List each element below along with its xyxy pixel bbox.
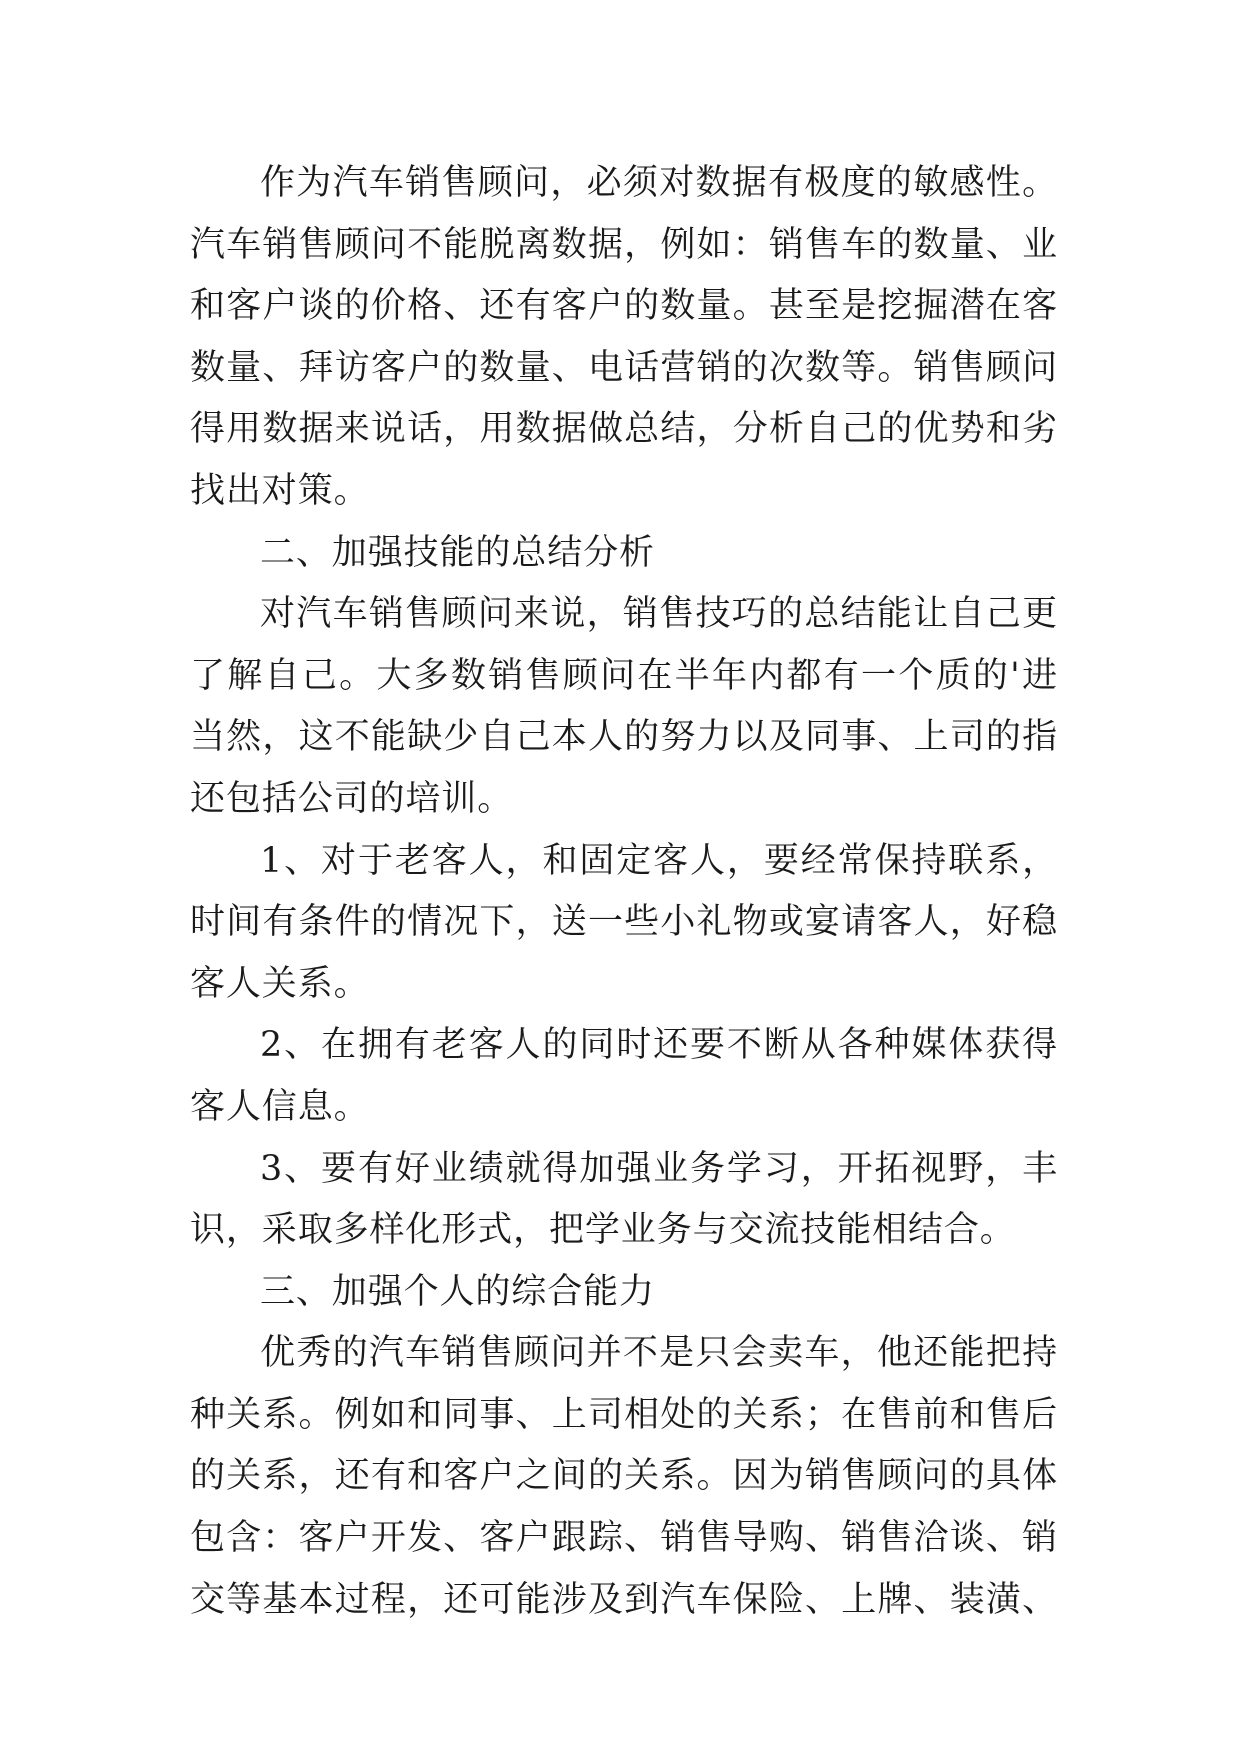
text-line: 的关系，还有和客户之间的关系。因为销售顾问的具体 (190, 1456, 1058, 1497)
text-line: 找出对策。 (190, 470, 370, 511)
text-line: 数量、拜访客户的数量、电话营销的次数等。销售顾问 (190, 347, 1058, 388)
list-item-line: 2、在拥有老客人的同时还要不断从各种媒体获得 (260, 1025, 1058, 1066)
text-line: 对汽车销售顾问来说，销售技巧的总结能让自己更 (260, 594, 1058, 635)
text-line: 了解自己。大多数销售顾问在半年内都有一个质的'进 (190, 655, 1058, 696)
text-line: 汽车销售顾问不能脱离数据，例如：销售车的数量、业 (190, 224, 1058, 265)
text-line: 优秀的汽车销售顾问并不是只会卖车，他还能把持 (260, 1333, 1058, 1374)
text-line: 时间有条件的情况下，送一些小礼物或宴请客人，好稳 (190, 902, 1058, 943)
text-line: 客人信息。 (190, 1086, 370, 1127)
text-line: 作为汽车销售顾问，必须对数据有极度的敏感性。 (260, 163, 1058, 203)
document-body (190, 153, 1058, 1631)
text-line: 客人关系。 (190, 963, 370, 1004)
text-line: 种关系。例如和同事、上司相处的关系；在售前和售后 (190, 1394, 1058, 1435)
text-line: 包含：客户开发、客户跟踪、销售导购、销售洽谈、销 (190, 1518, 1058, 1559)
text-line: 还包括公司的培训。 (190, 778, 514, 819)
text-line: 交等基本过程，还可能涉及到汽车保险、上牌、装潢、 (190, 1579, 1058, 1620)
text-line: 识，采取多样化形式，把学业务与交流技能相结合。 (190, 1210, 1016, 1251)
text-line: 得用数据来说话，用数据做总结，分析自己的优势和劣 (190, 409, 1058, 450)
text-line: 和客户谈的价格、还有客户的数量。甚至是挖掘潜在客 (190, 286, 1058, 327)
section-heading: 二、加强技能的总结分析 (260, 532, 655, 573)
list-item-line: 1、对于老客人，和固定客人，要经常保持联系， (260, 840, 1058, 881)
section-heading: 三、加强个人的综合能力 (260, 1271, 655, 1312)
text-line: 当然，这不能缺少自己本人的努力以及同事、上司的指 (190, 717, 1058, 758)
list-item-line: 3、要有好业绩就得加强业务学习，开拓视野，丰 (260, 1148, 1058, 1189)
